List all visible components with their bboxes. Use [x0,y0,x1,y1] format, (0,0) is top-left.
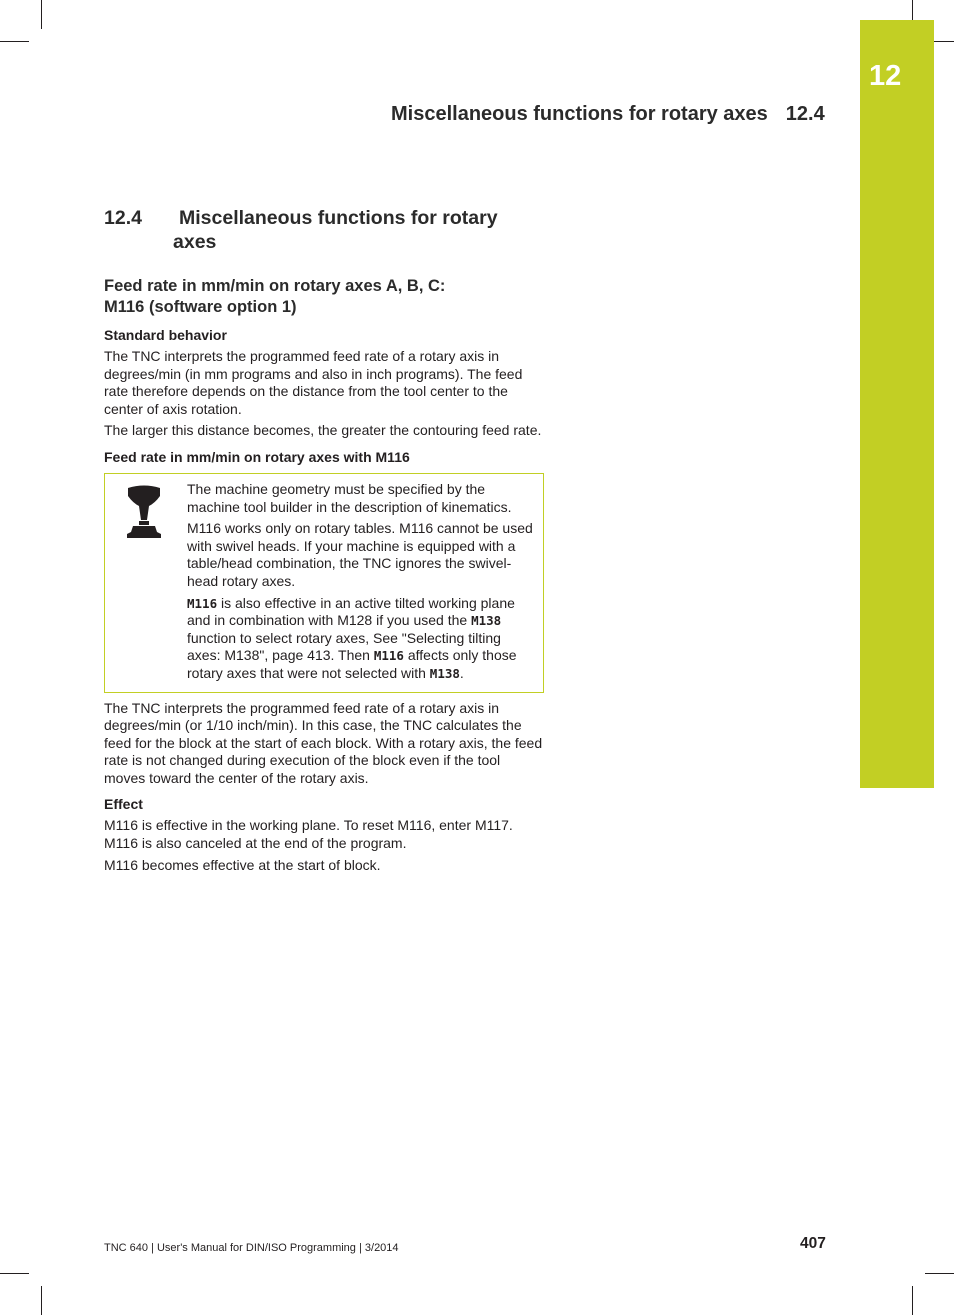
note-para3-text4: . [459,664,464,681]
note-box [104,473,544,693]
standard-para1: The TNC interprets the programmed feed rate of a rotary axis in degrees/min (in mm programs and also in inch programs). The feed rate therefore depends on the distance from the tool center to the center of axis rotation. [104,348,523,417]
note-para3-text1: is also effective in an active tilted working plane and in combination with M128 if you used the [187,594,515,629]
effect-para2: M116 becomes effective at the start of block. [104,856,381,873]
page-number: 407 [800,1235,826,1252]
crop-mark [41,1286,42,1315]
crop-mark [0,41,29,42]
chapter-tab [860,20,934,788]
section-title-text [173,206,498,254]
section-title [104,206,544,254]
m116-heading: Feed rate in mm/min on rotary axes with M116 [104,448,410,465]
subsection-title-line1: Feed rate in mm/min on rotary axes A, B, C: [104,277,446,295]
standard-para2: The larger this distance becomes, the greater the contouring feed rate. [104,422,542,439]
note-para3-text3: affects only those rotary axes that were not selected with [187,647,517,681]
running-header-number: 12.4 [785,103,825,125]
crop-mark [41,0,42,29]
running-header [391,103,832,126]
main-content [104,206,544,874]
note-para2: M116 works only on rotary tables. M116 cannot be used with swivel heads. If your machine is equipped with a table/head combination, the TNC ignores the swivel-head rotary axes. [187,520,533,589]
effect-para1: M116 is effective in the working plane. To reset M116, enter M117. M116 is also canceled at the end of the program. [104,817,513,852]
standard-heading: Standard behavior [104,327,227,343]
machine-tool-icon [125,484,163,540]
code-m138: M138 [471,613,502,629]
note-para3 [187,595,533,683]
running-header-title: Miscellaneous functions for rotary axes [391,103,768,125]
subsection-title [104,276,544,318]
chapter-tab-number: 12 [869,60,902,92]
section-title-line2: axes [173,231,217,253]
note-para1: The machine geometry must be specified by the machine tool builder in the description of kinematics. [187,480,512,515]
crop-mark [912,1286,913,1315]
effect-heading: Effect [104,796,143,813]
subsection-title-line2: M116 (software option 1) [104,298,297,316]
section-number: 12.4 [104,207,142,229]
m116-para: The TNC interprets the programmed feed rate of a rotary axis in degrees/min (or 1/10 inch/min). In this case, the TNC calculates the feed for the block at the start of each block. With a rotary axis, the feed rate is not changed during execution of the block even if the tool moves toward the center of the rotary axis. [104,699,543,786]
section-title-line1: Miscellaneous functions for rotary [179,207,498,229]
code-m138: M138 [429,665,460,681]
code-m116: M116 [373,648,404,664]
footer-text: TNC 640 | User's Manual for DIN/ISO Programming | 3/2014 [104,1242,399,1254]
code-m116: M116 [187,595,218,611]
crop-mark [925,1273,954,1274]
crop-mark [0,1273,29,1274]
note-para3-text2: function to select rotary axes, See "Selecting tilting axes: M138", page 413. Then [187,629,501,664]
